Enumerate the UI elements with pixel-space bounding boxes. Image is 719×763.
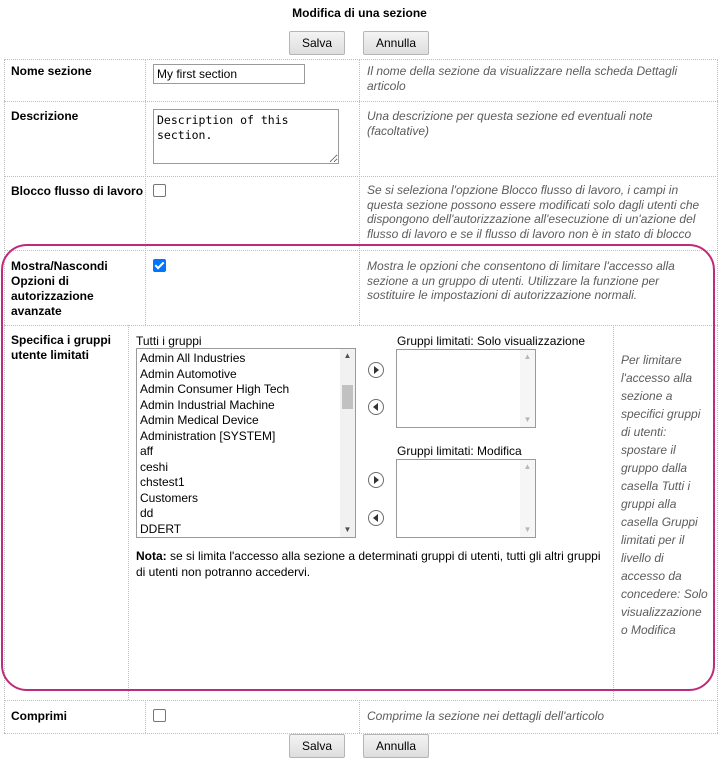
all-groups-list	[137, 349, 355, 537]
column-divider	[128, 325, 129, 700]
workflow-lock-label: Blocco flusso di lavoro	[11, 184, 144, 198]
view-only-label: Gruppi limitati: Solo visualizzazione	[397, 334, 586, 348]
move-right-edit-icon[interactable]	[368, 472, 384, 488]
scroll-up-icon[interactable]: ▲	[343, 351, 352, 360]
group-option[interactable]: aff	[140, 444, 154, 458]
note-text: se si limita l'accesso alla sezione a determinati gruppi di utenti, tutti gli altri gruppi di utenti non potranno accedervi.	[136, 549, 601, 579]
scroll-down-icon[interactable]: ▼	[523, 415, 532, 424]
all-groups-label: Tutti i gruppi	[136, 334, 202, 348]
view-only-listbox[interactable]	[396, 349, 536, 428]
restricted-groups-help: Per limitare l'accesso alla sezione a specifici gruppi di utenti: spostare il gruppo dalla casella Tutti i gruppi alla casella Gruppi limitati per il livello di accesso da concedere: Solo visualizzazione o Modifica	[621, 353, 708, 637]
edit-label: Gruppi limitati: Modifica	[397, 444, 522, 458]
note-bold: Nota:	[136, 549, 167, 563]
row-divider	[4, 700, 718, 701]
move-left-edit-icon[interactable]	[368, 510, 384, 526]
section-name-label: Nome sezione	[11, 64, 92, 78]
row-divider	[4, 101, 718, 102]
workflow-lock-checkbox[interactable]	[153, 184, 166, 197]
group-option[interactable]: Administration [SYSTEM]	[140, 428, 276, 443]
section-name-input[interactable]	[153, 64, 305, 84]
save-button-bottom[interactable]: Salva	[289, 734, 345, 758]
edit-listbox[interactable]	[396, 459, 536, 538]
group-option[interactable]: dd	[140, 506, 154, 520]
row-divider	[4, 59, 718, 60]
advanced-options-label: Mostra/Nascondi Opzioni di autorizzazione avanzate	[11, 259, 108, 318]
workflow-lock-help: Se si seleziona l'opzione Blocco flusso di lavoro, i campi in questa sezione possono essere modificati solo dagli utenti che dispongono dell'autorizzazione all'esecuzione di un'azione del flusso di lavoro e se il flusso di lavoro non è in stato di blocco	[367, 183, 700, 241]
compress-label: Comprimi	[11, 709, 68, 723]
group-option[interactable]: Admin Medical Device	[140, 413, 259, 427]
description-textarea[interactable]	[153, 109, 339, 164]
restricted-groups-label: Specifica i gruppi utente limitati	[11, 333, 112, 362]
scrollbar[interactable]	[340, 349, 355, 537]
scrollbar[interactable]	[520, 350, 535, 427]
description-help: Una descrizione per questa sezione ed eventuali note (facoltative)	[367, 109, 653, 138]
group-option[interactable]: Customers	[140, 490, 199, 505]
group-option[interactable]: DDERT	[140, 521, 182, 536]
scroll-down-icon[interactable]: ▼	[343, 525, 352, 534]
row-divider	[4, 325, 718, 326]
group-option[interactable]: Admin Automotive	[140, 366, 237, 381]
page-title: Modifica di una sezione	[292, 6, 427, 20]
row-divider	[4, 733, 718, 734]
scroll-up-icon[interactable]: ▲	[523, 462, 532, 471]
all-groups-listbox[interactable]	[136, 348, 356, 538]
save-button-top[interactable]: Salva	[289, 31, 345, 55]
group-option[interactable]: Admin All Industries	[140, 351, 246, 365]
compress-checkbox[interactable]	[153, 709, 166, 722]
column-divider	[359, 59, 360, 325]
scroll-thumb[interactable]	[342, 385, 353, 409]
group-option[interactable]: Admin Consumer High Tech	[140, 382, 290, 396]
advanced-options-help: Mostra le opzioni che consentono di limitare l'accesso alla sezione a un gruppo di utenti. Utilizzare la funzione per sostituire le impostazioni di autorizzazione normali.	[367, 259, 675, 302]
scrollbar[interactable]	[520, 460, 535, 537]
move-right-view-icon[interactable]	[368, 362, 384, 378]
restricted-groups-note	[136, 548, 606, 580]
column-divider	[359, 700, 360, 733]
group-option[interactable]: Admin Industrial Machine	[140, 397, 275, 412]
column-divider	[717, 59, 718, 733]
scroll-down-icon[interactable]: ▼	[523, 525, 532, 534]
description-label-text: Descrizione	[11, 109, 79, 123]
cancel-button-top[interactable]: Annulla	[363, 31, 429, 55]
row-divider	[4, 176, 718, 177]
row-divider	[4, 250, 718, 251]
compress-help: Comprime la sezione nei dettagli dell'articolo	[367, 709, 605, 723]
column-divider	[4, 59, 5, 733]
group-option[interactable]: chstest1	[140, 475, 185, 489]
move-left-view-icon[interactable]	[368, 399, 384, 415]
group-option[interactable]: ceshi	[140, 459, 169, 474]
column-divider	[613, 325, 614, 700]
section-name-help: Il nome della sezione da visualizzare nella scheda Dettagli articolo	[367, 64, 678, 93]
scroll-up-icon[interactable]: ▲	[523, 352, 532, 361]
advanced-options-checkbox[interactable]	[153, 259, 166, 272]
column-divider	[145, 700, 146, 733]
cancel-button-bottom[interactable]: Annulla	[363, 734, 429, 758]
